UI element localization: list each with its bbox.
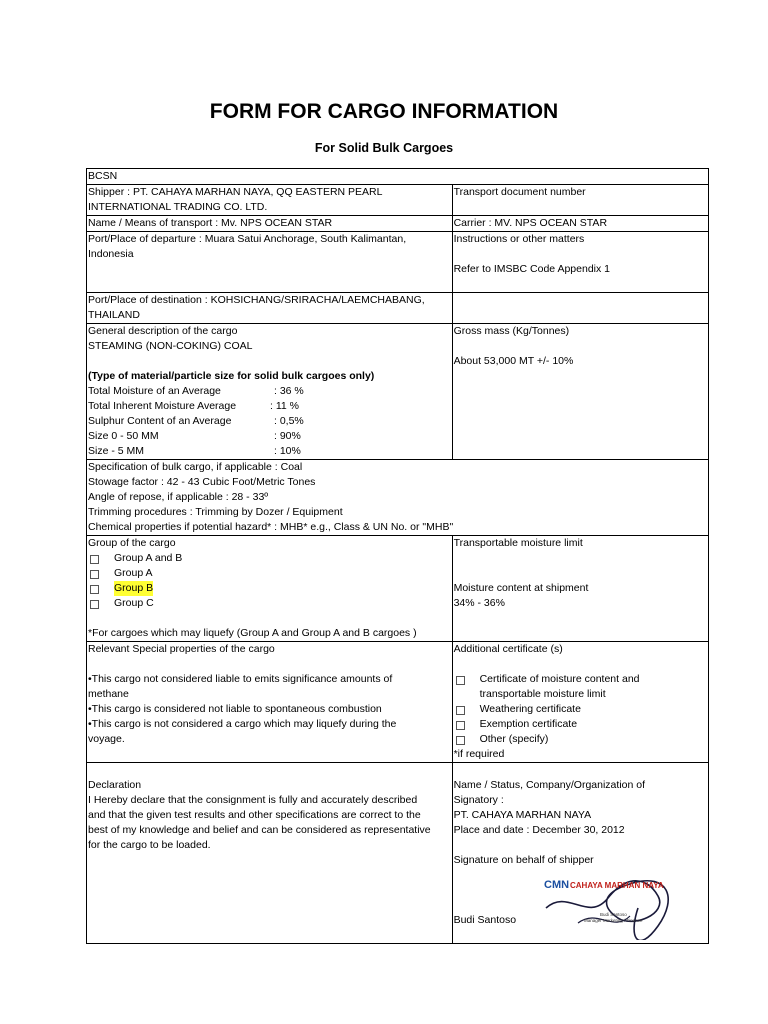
empty-cell (452, 293, 708, 324)
carrier: Carrier : MV. NPS OCEAN STAR (453, 217, 608, 229)
special-property-line: •This cargo is not considered a cargo which may liquefy during the (88, 718, 397, 730)
certificates-cell (452, 642, 708, 763)
group-footnote: *For cargoes which may liquefy (Group A and Group A and B cargoes ) (88, 627, 417, 639)
property-value: : 36 % (274, 385, 304, 397)
moisture-shipment-label: Moisture content at shipment (453, 582, 589, 594)
property-name: Total Moisture of an Average (88, 385, 221, 397)
certificate-label (480, 672, 640, 702)
destination-cell (87, 293, 453, 324)
special-property-line: •This cargo is considered not liable to spontaneous combustion (88, 703, 382, 715)
group-cell (87, 536, 453, 642)
specification-line: Trimming procedures : Trimming by Dozer / Equipment (88, 506, 343, 518)
group-option (88, 566, 451, 581)
property-name: Sulphur Content of an Average (88, 415, 232, 427)
place-and-date: Place and date : December 30, 2012 (453, 824, 625, 836)
means-of-transport-cell (87, 216, 453, 232)
special-property-line: voyage. (88, 733, 125, 745)
checkbox[interactable] (456, 721, 465, 730)
shipper-line: Shipper : PT. CAHAYA MARHAN NAYA, QQ EASTERN PEARL (88, 186, 383, 198)
certificates-footnote: *if required (453, 748, 505, 760)
gross-mass-value: About 53,000 MT +/- 10% (453, 355, 574, 367)
page-subtitle: For Solid Bulk Cargoes (314, 141, 454, 155)
property-value: : 0,5% (274, 415, 304, 427)
general-description-value: STEAMING (NON-COKING) COAL (88, 340, 253, 352)
specification-line: Stowage factor : 42 - 43 Cubic Foot/Metric Tones (88, 476, 316, 488)
shipper-line: INTERNATIONAL TRADING CO. LTD. (88, 201, 268, 213)
stamp-caption: Budi Santoso (599, 912, 627, 917)
cargo-form-table (86, 168, 709, 944)
checkbox[interactable] (90, 570, 99, 579)
instructions-value: Refer to IMSBC Code Appendix 1 (453, 263, 610, 275)
certificate-label: Other (specify) (479, 733, 549, 745)
instructions-label: Instructions or other matters (453, 233, 585, 245)
certificate-item (454, 732, 707, 747)
spacer (88, 763, 451, 778)
declaration-text-line: I Hereby declare that the consignment is fully and accurately described (88, 794, 418, 806)
property-row (88, 384, 451, 399)
group-option-label: Group C (114, 597, 154, 609)
spacer (88, 354, 451, 369)
checkbox[interactable] (456, 676, 465, 685)
declaration-heading: Declaration (88, 779, 142, 791)
spacer (454, 339, 707, 354)
page-title: FORM FOR CARGO INFORMATION (209, 100, 559, 123)
means-of-transport: Name / Means of transport : Mv. NPS OCEAN STAR (88, 217, 333, 229)
special-property-line: •This cargo not considered liable to emits significance amounts of (88, 673, 393, 685)
property-value: : 90% (274, 430, 301, 442)
transport-doc-cell (452, 185, 708, 216)
gross-mass-cell (452, 324, 708, 460)
specification-line: Specification of bulk cargo, if applicable : Coal (88, 461, 303, 473)
checkbox[interactable] (90, 600, 99, 609)
certificate-item (454, 672, 707, 702)
certificate-label: Weathering certificate (479, 703, 581, 715)
row-destination (87, 293, 709, 324)
certificate-label-line: transportable moisture limit (479, 688, 606, 700)
stamp-initials: CMN (543, 879, 569, 891)
certificate-label-line: Certificate of moisture content and (479, 673, 640, 685)
stamp-company-name: CAHAYA MARHAN NAYA (569, 881, 664, 890)
group-option-selected (88, 581, 451, 596)
checkbox[interactable] (456, 736, 465, 745)
signatory-name: Budi Santoso (453, 914, 517, 926)
row-description (87, 324, 709, 460)
property-row (88, 444, 451, 459)
moisture-shipment-value: 34% - 36% (453, 597, 505, 609)
signature-label: Signature on behalf of shipper (453, 854, 594, 866)
particle-heading: (Type of material/particle size for solid bulk cargoes only) (88, 370, 375, 382)
moisture-limit-label: Transportable moisture limit (453, 537, 583, 549)
property-row (88, 399, 451, 414)
group-option-label: Group A and B (114, 552, 183, 564)
destination-line: Port/Place of destination : KOHSICHANG/SRIRACHA/LAEMCHABANG, (88, 294, 425, 306)
checkbox[interactable] (90, 555, 99, 564)
special-property-line: methane (88, 688, 129, 700)
signatory-cell (452, 763, 708, 944)
group-option-label-highlighted: Group B (114, 582, 154, 594)
destination-line: THAILAND (88, 309, 140, 321)
property-value: : 11 % (270, 400, 299, 412)
description-cell (87, 324, 453, 460)
spacer (88, 657, 451, 672)
carrier-cell (452, 216, 708, 232)
group-option-label: Group A (114, 567, 153, 579)
signatory-heading-line: Signatory : (453, 794, 504, 806)
spacer (454, 551, 707, 566)
declaration-text-line: for the cargo to be loaded. (88, 839, 211, 851)
transport-doc-label: Transport document number (453, 186, 586, 198)
group-heading: Group of the cargo (88, 537, 176, 549)
bcsn-label: BCSN (88, 170, 118, 182)
property-name: Size - 5 MM (88, 445, 145, 457)
row-transport (87, 216, 709, 232)
gross-mass-label: Gross mass (Kg/Tonnes) (453, 325, 570, 337)
special-properties-heading: Relevant Special properties of the cargo (88, 643, 275, 655)
row-declaration (87, 763, 709, 944)
declaration-text-line: best of my knowledge and belief and can be considered as representative (88, 824, 431, 836)
checkbox[interactable] (456, 706, 465, 715)
special-properties-cell (87, 642, 453, 763)
row-special-properties (87, 642, 709, 763)
group-option (88, 551, 451, 566)
shipper-cell (87, 185, 453, 216)
property-row (88, 414, 451, 429)
certificate-item (454, 717, 707, 732)
specification-cell (87, 460, 709, 536)
signature-stamp (538, 868, 688, 940)
certificate-label: Exemption certificate (479, 718, 578, 730)
moisture-cell (452, 536, 708, 642)
row-specification (87, 460, 709, 536)
declaration-text-line: and that the given test results and other specifications are correct to the (88, 809, 421, 821)
departure-line: Indonesia (88, 248, 134, 260)
signatory-heading-line: Name / Status, Company/Organization of (453, 779, 646, 791)
row-bcsn (87, 169, 709, 185)
stamp-caption: Manager Marketing / Finance (583, 918, 643, 923)
spacer (454, 566, 707, 581)
row-shipper (87, 185, 709, 216)
specification-line: Angle of repose, if applicable : 28 - 33º (88, 491, 269, 503)
declaration-cell (87, 763, 453, 944)
spacer (454, 657, 707, 672)
certificate-item (454, 702, 707, 717)
spacer (88, 611, 451, 626)
property-row (88, 429, 451, 444)
row-departure (87, 232, 709, 293)
spacer (454, 838, 707, 853)
spacer (454, 763, 707, 778)
departure-cell (87, 232, 453, 293)
row-group (87, 536, 709, 642)
departure-line: Port/Place of departure : Muara Satui Anchorage, South Kalimantan, (88, 233, 407, 245)
specification-line: Chemical properties if potential hazard* : MHB* e.g., Class & UN No. or "MHB" (88, 521, 454, 533)
property-name: Total Inherent Moisture Average (88, 400, 237, 412)
bcsn-cell (87, 169, 709, 185)
signature-area (454, 868, 707, 943)
checkbox[interactable] (90, 585, 99, 594)
property-value: : 10% (274, 445, 301, 457)
spacer (454, 247, 707, 262)
general-description-label: General description of the cargo (88, 325, 238, 337)
instructions-cell (452, 232, 708, 293)
signatory-company: PT. CAHAYA MARHAN NAYA (453, 809, 592, 821)
group-option (88, 596, 451, 611)
property-name: Size 0 - 50 MM (88, 430, 159, 442)
certificates-heading: Additional certificate (s) (453, 643, 563, 655)
